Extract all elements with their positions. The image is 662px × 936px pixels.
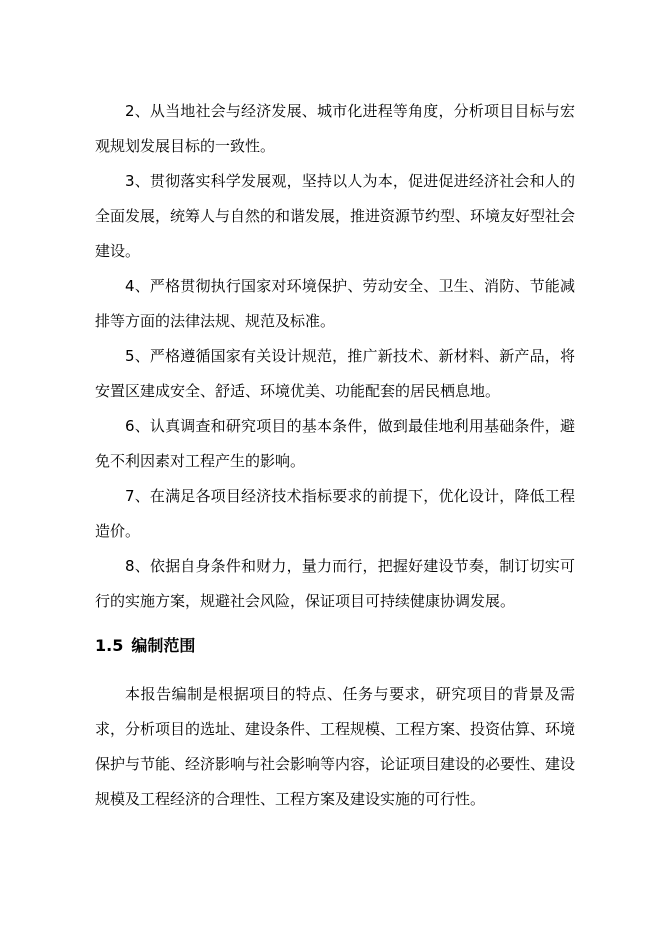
section-heading: [95, 631, 195, 661]
list-item: 5、严格遵循国家有关设计规范，推广新技术、新材料、新产品，将安置区建成安全、舒适、环境优美、功能配套的居民栖息地。: [95, 347, 575, 400]
section-title: 编制范围: [131, 636, 196, 655]
list-item: 4、严格贯彻执行国家对环境保护、劳动安全、卫生、消防、节能减排等方面的法律法规、规范及标准。: [95, 277, 575, 330]
list-item: 6、认真调查和研究项目的基本条件，做到最佳地利用基础条件，避免不利因素对工程产生的影响。: [95, 417, 575, 470]
section-number: 1.5: [95, 636, 124, 655]
list-item: 2、从当地社会与经济发展、城市化进程等角度，分析项目目标与宏观规划发展目标的一致性。: [95, 102, 575, 155]
list-item: 7、在满足各项目经济技术指标要求的前提下，优化设计，降低工程造价。: [95, 487, 575, 540]
scope-paragraph: 本报告编制是根据项目的特点、任务与要求，研究项目的背景及需求，分析项目的选址、建设条件、工程规模、工程方案、投资估算、环境保护与节能、经济影响与社会影响等内容，论证项目建设的必要性、建设规模及工程经济的合理性、工程方案及建设实施的可行性。: [95, 685, 576, 808]
list-item: 8、依据自身条件和财力，量力而行，把握好建设节奏，制订切实可行的实施方案，规避社会风险，保证项目可持续健康协调发展。: [95, 557, 575, 610]
list-item: 3、贯彻落实科学发展观，坚持以人为本，促进促进经济社会和人的全面发展，统筹人与自然的和谐发展，推进资源节约型、环境友好型社会建设。: [95, 172, 576, 260]
